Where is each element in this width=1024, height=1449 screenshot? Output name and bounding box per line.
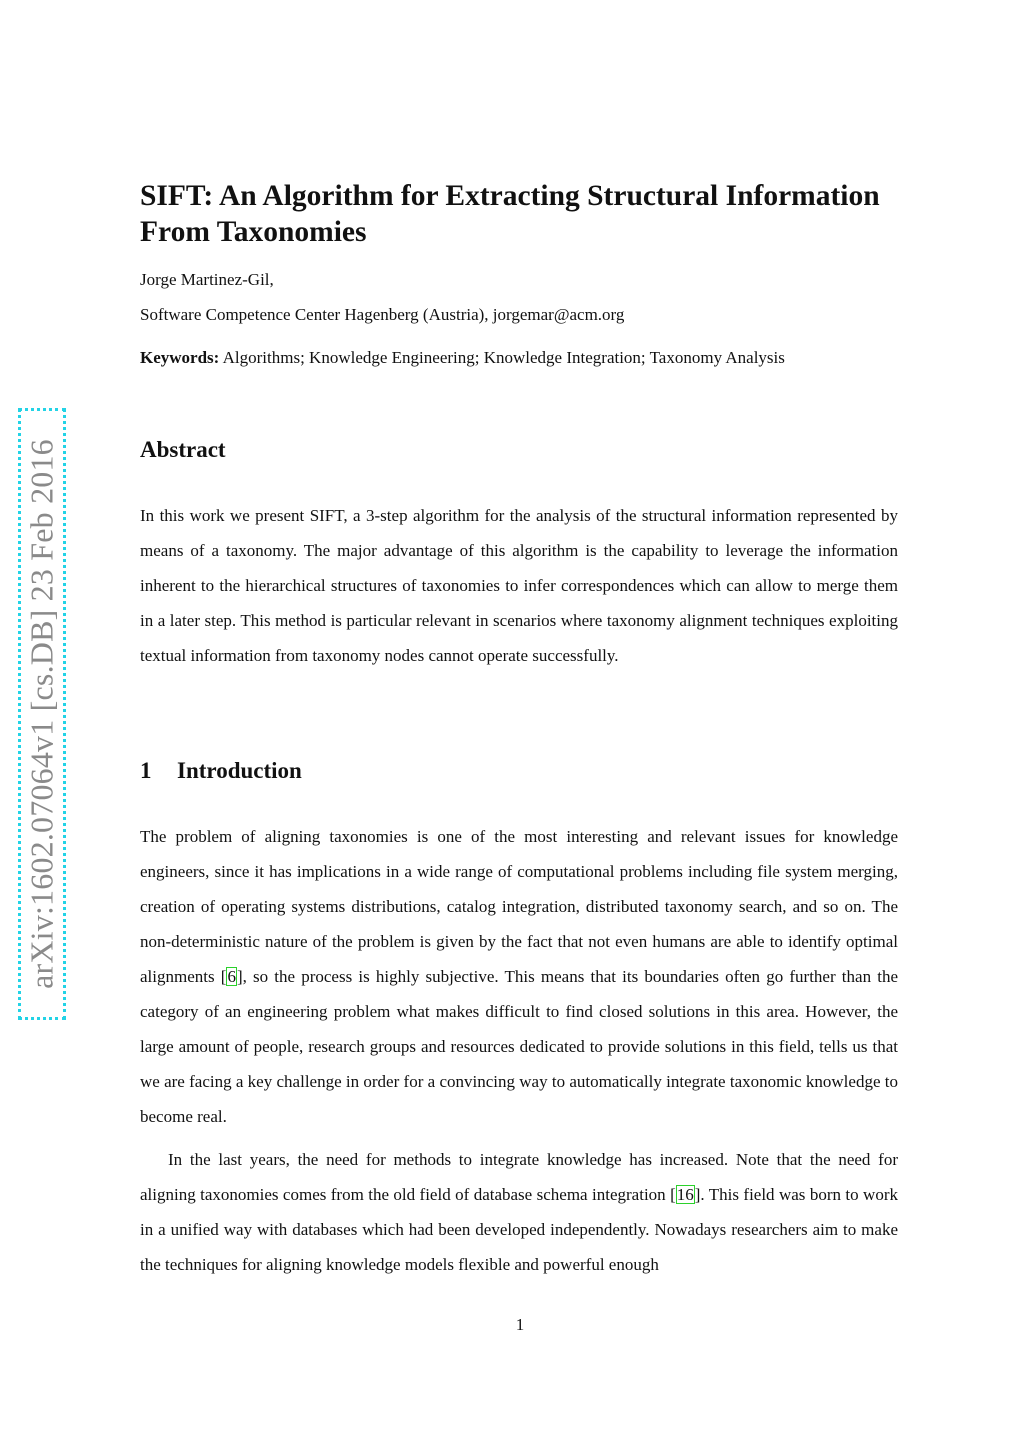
abstract-paragraph: In this work we present SIFT, a 3-step algorithm for the analysis of the structural information represented by means of a taxonomy. The major advantage of this algorithm is the capability to leverage the information inherent to the hierarchical structures of taxonomies to infer correspondences which can allow to merge them in a later step. This method is particular relevant in scenarios where taxonomy alignment techniques exploiting textual information from taxonomy nodes cannot operate successfully. <box>140 506 898 665</box>
keywords-text: Algorithms; Knowledge Engineering; Knowledge Integration; Taxonomy Analysis <box>222 348 785 367</box>
paper-title-line-1: SIFT: An Algorithm for Extracting Structural Information <box>140 180 880 212</box>
author-affiliation: Software Competence Center Hagenberg (Austria), jorgemar@acm.org <box>140 305 625 324</box>
abstract-heading: Abstract <box>140 437 226 462</box>
paragraph-text: In the last years, the need for methods to integrate knowledge has increased. Note that the need for aligning taxonomies comes from the old field of database schema integration [ <box>140 1150 898 1204</box>
introduction-paragraph-1 <box>140 819 898 1134</box>
keywords-label: Keywords: <box>140 348 220 367</box>
arxiv-identifier-stamp <box>18 408 66 1020</box>
author-name: Jorge Martinez-Gil, <box>140 270 274 289</box>
paragraph-text: ]. This field was born to work in a unified way with databases which had been developed independently. Nowadays researchers aim to make the techniques for aligning knowledge models flexible and powerful enough <box>140 1185 898 1274</box>
citation-link[interactable]: 16 <box>676 1185 694 1204</box>
arxiv-identifier-text: arXiv:1602.07064v1 [cs.DB] 23 Feb 2016 <box>23 439 60 989</box>
section-title: Introduction <box>177 758 302 783</box>
paragraph-text: The problem of aligning taxonomies is one of the most interesting and relevant issues for knowledge engineers, since it has implications in a wide range of computational problems including file system merging, creation of operating systems distributions, catalog integration, distributed taxonomy search, and so on. The non-deterministic nature of the problem is given by the fact that not even humans are able to identify optimal alignments [ <box>140 827 898 986</box>
page-number: 1 <box>515 1315 525 1334</box>
introduction-paragraph-2 <box>140 1142 898 1282</box>
paragraph-text: ], so the process is highly subjective. This means that its boundaries often go further than the category of an engineering problem what makes difficult to find closed solutions in this area. However, the large amount of people, research groups and resources dedicated to provide solutions in this field, tells us that we are facing a key challenge in order for a convincing way to automatically integrate taxonomic knowledge to become real. <box>140 967 898 1126</box>
citation-link[interactable]: 6 <box>227 967 236 986</box>
paper-title <box>140 178 900 250</box>
introduction-heading <box>140 757 302 785</box>
paper-title-line-2: From Taxonomies <box>140 216 367 248</box>
section-number: 1 <box>140 758 152 783</box>
keywords-line <box>140 348 900 368</box>
